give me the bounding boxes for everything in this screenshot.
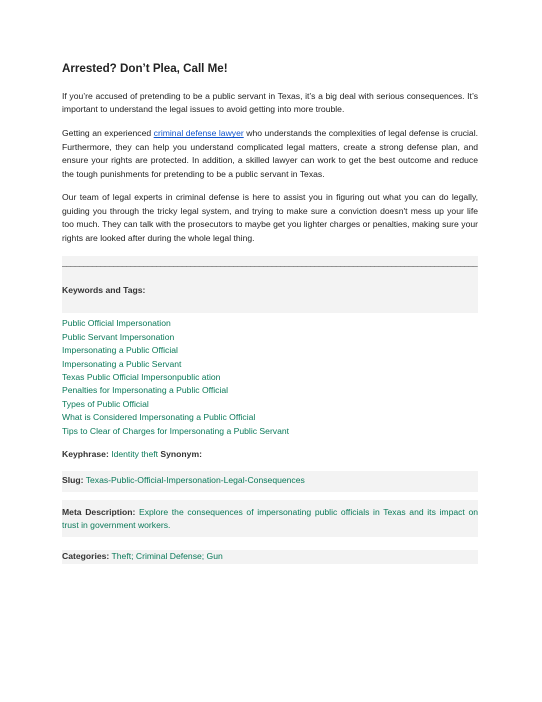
categories-label: Categories: (62, 550, 110, 561)
keywords-section (62, 256, 478, 314)
categories-value: Theft; Criminal Defense; Gun (111, 550, 223, 561)
keywords-heading-block (62, 269, 478, 313)
keyword-item: Penalties for Impersonating a Public Official (62, 385, 229, 396)
paragraph-lawyer-text-before: Getting an experienced (62, 128, 154, 139)
keyword-item: Public Servant Impersonation (62, 331, 175, 342)
categories-row (62, 550, 478, 564)
keyword-item: Tips to Clear of Charges for Impersonating a Public Servant (62, 425, 290, 436)
keyword-item: Impersonating a Public Official (62, 345, 178, 356)
keyword-item: What is Considered Impersonating a Public Official (62, 412, 256, 423)
slug-row (62, 471, 478, 491)
keywords-list (62, 317, 478, 438)
keyphrase-label: Keyphrase: (62, 449, 109, 460)
paragraph-lawyer (62, 127, 478, 181)
document-body (62, 62, 478, 564)
slug-value: Texas-Public-Official-Impersonation-Legal-Consequences (85, 475, 305, 486)
keyword-item: Texas Public Official Impersonpublic ation (62, 372, 221, 382)
meta-description-label: Meta Description: (62, 506, 136, 517)
meta-description-row (62, 500, 478, 537)
keyword-item: Types of Public Official (62, 398, 149, 409)
paragraph-team: Our team of legal experts in criminal defense is here to assist you in figuring out what you can do legally, guiding you through the tricky legal system, and trying to make sure a conviction doesn't mess up your life too much. They can talk with the prosecutors to maybe get you lighter charges or penalties, making sure your rights are looked after during the whole legal thing. (62, 192, 478, 243)
page-title: Arrested? Don’t Plea, Call Me! (62, 62, 228, 75)
keyword-item: Public Official Impersonation (62, 318, 171, 329)
paragraph-intro: If you’re accused of pretending to be a public servant in Texas, it’s a big deal with serious consequences. It’s important to understand the legal issues to avoid getting into more trouble. (62, 91, 478, 115)
meta-description-value: Explore the consequences of impersonating public officials in Texas and its impact on trust in government workers. (62, 506, 479, 531)
slug-label: Slug: (62, 475, 84, 486)
keyphrase-value: Identity theft (111, 449, 159, 460)
separator-line: _________________________________________________________________________________________________ (62, 256, 478, 267)
paragraph-lawyer-text-after: who understands the complexities of legal defense is crucial. Furthermore, they can help you understand complicated legal matters, create a strong defense plan, and ensure your rights are protected. In addition, a skilled lawyer can work to get the best outcome and reduce the tough punishments for pretending to be a public servant in Texas. (62, 128, 479, 179)
keyword-item: Impersonating a Public Servant (62, 358, 182, 369)
synonym-label: Synonym: (160, 449, 202, 460)
keyphrase-row (62, 448, 478, 461)
criminal-defense-lawyer-link[interactable]: criminal defense lawyer (153, 128, 244, 139)
keywords-label: Keywords and Tags: (62, 284, 146, 295)
